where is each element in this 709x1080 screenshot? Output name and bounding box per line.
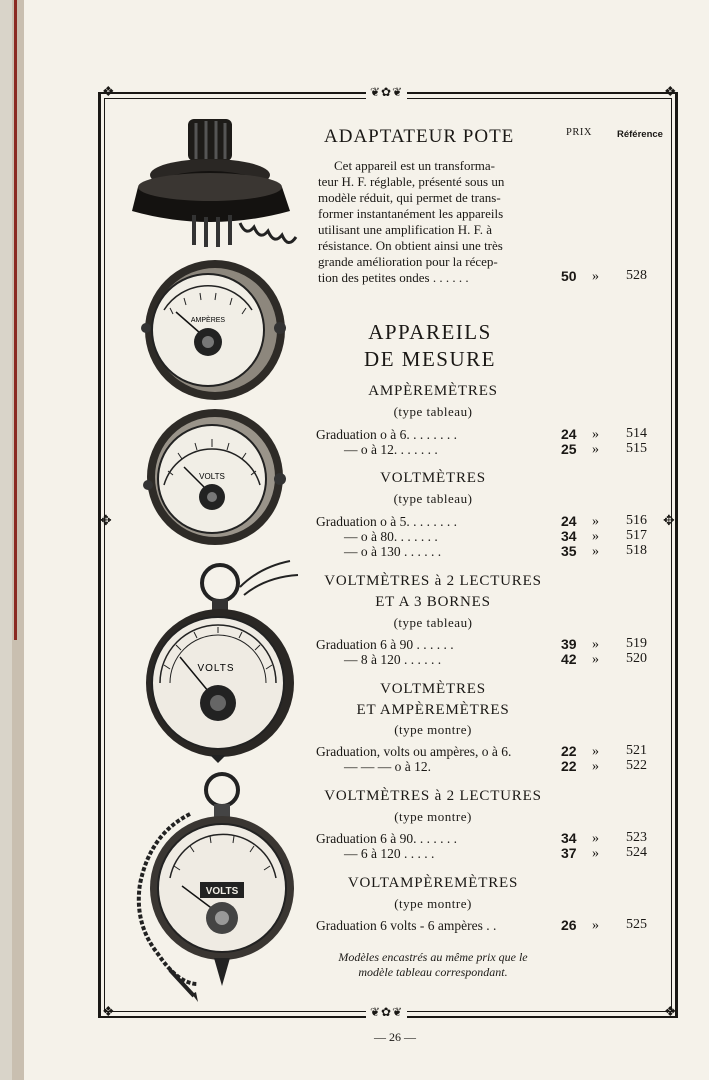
row-517-mark: » [592, 529, 599, 544]
row-525-ref: 525 [626, 917, 647, 932]
amperemetre-illustration [140, 258, 295, 403]
adaptateur-desc-line-3: modèle réduit, qui permet de trans- [318, 190, 501, 205]
corner-ornament-top-right: ❖ [664, 85, 677, 100]
adaptor-cable [240, 223, 296, 243]
section-voltmetres-title: VOLTMÈTRES [380, 470, 486, 486]
left-side-ornament: ✥ [100, 514, 112, 529]
row-515-price: 25 [561, 441, 577, 457]
row-519-price: 39 [561, 636, 577, 652]
page-title: ADAPTATEUR POTE [324, 126, 515, 147]
row-522-ref: 522 [626, 758, 647, 773]
adaptateur-reference: 528 [626, 268, 647, 283]
adaptor-knob [188, 119, 232, 161]
amperes-dial-label: AMPÈRES [190, 317, 226, 324]
adaptateur-price-mark: » [592, 269, 599, 284]
volts-dial-label-1: VOLTS [199, 472, 225, 481]
section-volt-ampere-title-2: ET AMPÈREMÈTRES [356, 702, 510, 718]
row-516-mark: » [592, 514, 599, 529]
row-524-label: — 6 à 120 . . . . . [344, 846, 435, 861]
page-number: — 26 — [374, 1030, 416, 1044]
row-521-label: Graduation, volts ou ampères, o à 6. [316, 744, 512, 759]
volts-dial-label-2: VOLTS [197, 663, 235, 674]
page-binding-edge [12, 0, 24, 1080]
row-522-mark: » [592, 759, 599, 774]
row-524-mark: » [592, 846, 599, 861]
row-515-label: — o à 12. . . . . . . [344, 442, 438, 457]
row-520-ref: 520 [626, 651, 647, 666]
row-518-price: 35 [561, 543, 577, 559]
top-center-ornament: ❦✿❦ [366, 85, 407, 100]
row-518-mark: » [592, 544, 599, 559]
section-voltmetres-montre-type: (type montre) [394, 809, 472, 824]
row-521-price: 22 [561, 743, 577, 759]
section-amperemetres-title: AMPÈREMÈTRES [368, 383, 498, 399]
row-525-price: 26 [561, 917, 577, 933]
row-519-ref: 519 [626, 636, 647, 651]
section-voltmetres-type: (type tableau) [393, 491, 473, 506]
row-523-ref: 523 [626, 830, 647, 845]
section-amperemetres-type: (type tableau) [393, 404, 473, 419]
footnote-line-1: Modèles encastrés au même prix que le [338, 950, 528, 964]
section-volt-ampere-title-1: VOLTMÈTRES [380, 681, 486, 697]
corner-ornament-top-left: ❖ [102, 85, 115, 100]
section-voltmetres-2-lectures-type: (type tableau) [393, 615, 473, 630]
bottom-center-ornament: ❦✿❦ [366, 1005, 407, 1020]
corner-ornament-bottom-left: ❖ [102, 1005, 115, 1020]
main-title-line-2: DE MESURE [364, 347, 496, 371]
row-525-label: Graduation 6 volts - 6 ampères . . [316, 918, 497, 933]
section-voltamperemetres-type: (type montre) [394, 896, 472, 911]
row-523-price: 34 [561, 830, 577, 846]
row-523-label: Graduation 6 à 90. . . . . . . [316, 831, 457, 846]
row-523-mark: » [592, 831, 599, 846]
row-521-mark: » [592, 744, 599, 759]
section-voltmetres-montre-title: VOLTMÈTRES à 2 LECTURES [324, 788, 542, 804]
row-514-price: 24 [561, 426, 577, 442]
corner-ornament-bottom-right: ❖ [664, 1005, 677, 1020]
section-voltamperemetres-title: VOLTAMPÈREMÈTRES [347, 875, 519, 891]
voltmetre-2-lectures-illustration [140, 555, 300, 765]
footnote-line-2: modèle tableau correspondant. [358, 965, 508, 979]
row-521-ref: 521 [626, 743, 647, 758]
adaptateur-price: 50 [561, 268, 577, 284]
adaptateur-desc-line-5: utilisant une amplification H. F. à [318, 222, 493, 237]
row-515-mark: » [592, 442, 599, 457]
section-volt-ampere-type: (type montre) [394, 722, 472, 737]
row-517-label: — o à 80. . . . . . . [344, 529, 438, 544]
main-title-line-1: APPAREILS [368, 320, 492, 344]
adaptateur-illustration [130, 115, 305, 250]
row-525-mark: » [592, 918, 599, 933]
row-515-ref: 515 [626, 441, 647, 456]
section-voltmetres-2-lectures-title-2: ET A 3 BORNES [375, 594, 491, 610]
adaptateur-desc-line-2: teur H. F. réglable, présenté sous un [318, 174, 505, 189]
row-516-label: Graduation o à 5. . . . . . . . [316, 514, 457, 529]
adaptateur-desc-line-4: former instantanément les appareils [318, 206, 504, 221]
row-519-label: Graduation 6 à 90 . . . . . . [316, 637, 454, 652]
row-516-price: 24 [561, 513, 577, 529]
volts-dial-label-3: VOLTS [205, 886, 239, 897]
row-517-price: 34 [561, 528, 577, 544]
row-524-ref: 524 [626, 845, 647, 860]
voltamperemetre-illustration [130, 770, 305, 1002]
row-519-mark: » [592, 637, 599, 652]
adaptateur-desc-line-7: grande amélioration pour la récep- [318, 254, 498, 269]
row-514-ref: 514 [626, 426, 647, 441]
row-522-label: — — — o à 12. [344, 759, 431, 774]
voltmetre-illustration [140, 405, 295, 550]
row-520-mark: » [592, 652, 599, 667]
row-518-label: — o à 130 . . . . . . [344, 544, 442, 559]
row-516-ref: 516 [626, 513, 647, 528]
right-side-ornament: ✥ [663, 514, 675, 529]
row-514-mark: » [592, 427, 599, 442]
row-520-price: 42 [561, 651, 577, 667]
adaptateur-desc-line-1: Cet appareil est un transforma- [334, 158, 495, 173]
section-voltmetres-2-lectures-title-1: VOLTMÈTRES à 2 LECTURES [324, 573, 542, 589]
adaptateur-desc-line-6: résistance. On obtient ainsi une très [318, 238, 503, 253]
row-514-label: Graduation o à 6. . . . . . . . [316, 427, 457, 442]
row-522-price: 22 [561, 758, 577, 774]
adaptateur-desc-line-8: tion des petites ondes . . . . . . [318, 270, 469, 285]
row-520-label: — 8 à 120 . . . . . . [344, 652, 442, 667]
row-518-ref: 518 [626, 543, 647, 558]
row-524-price: 37 [561, 845, 577, 861]
row-517-ref: 517 [626, 528, 647, 543]
column-header-reference: Référence [617, 129, 663, 140]
column-header-prix: PRIX [566, 127, 592, 138]
